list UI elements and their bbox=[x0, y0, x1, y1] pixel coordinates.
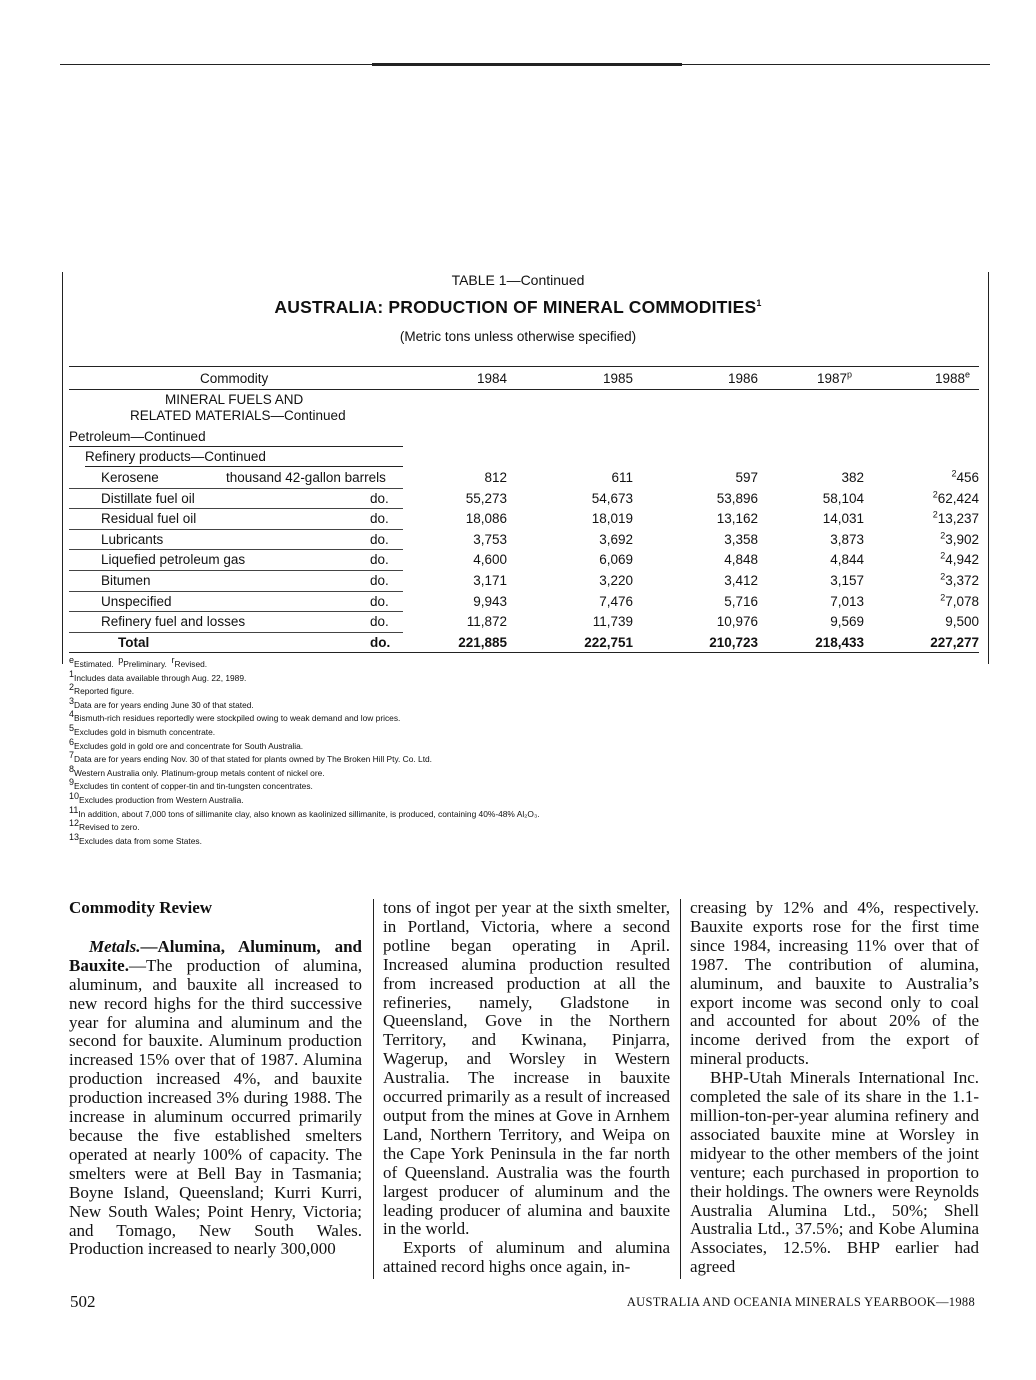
header-top-rule bbox=[69, 366, 979, 367]
row-value-1984: 18,086 bbox=[465, 511, 507, 527]
row-unit: do. bbox=[370, 531, 389, 547]
row-rule bbox=[69, 549, 403, 550]
footnote-mark: 12 bbox=[69, 818, 80, 829]
row-value-1988-note: 2 bbox=[932, 509, 938, 520]
footnote-text: Western Australia only. Platinum-group metals content of nickel ore. bbox=[74, 767, 325, 778]
footnote-item bbox=[69, 723, 540, 740]
row-unit: do. bbox=[370, 490, 389, 506]
row-name: Kerosene bbox=[101, 470, 159, 485]
footnote-mark: r bbox=[171, 655, 175, 666]
row-value-1985: 11,739 bbox=[592, 614, 633, 630]
row-value-1988-note: 2 bbox=[940, 571, 946, 582]
row-value-1988-text: 3,372 bbox=[945, 573, 979, 588]
row-value-1988 bbox=[900, 491, 979, 506]
row-value-1988-text: 62,424 bbox=[937, 490, 979, 506]
footnote-text: Excludes production from Western Australia. bbox=[79, 794, 244, 805]
table-title-text: AUSTRALIA: PRODUCTION OF MINERAL COMMODITIES bbox=[274, 297, 757, 317]
row-value-1985: 3,692 bbox=[599, 531, 633, 547]
row-value-1984: 4,600 bbox=[473, 552, 507, 568]
group-label: Petroleum—Continued bbox=[69, 429, 206, 444]
footnote-text: Data are for years ending June 30 of that stated. bbox=[74, 699, 254, 710]
footnote-item bbox=[69, 777, 540, 794]
row-value-1986: 3,412 bbox=[724, 573, 758, 588]
running-head: AUSTRALIA AND OCEANIA MINERALS YEARBOOK—1988 bbox=[626, 1295, 975, 1309]
paragraph: creasing by 12% and 4%, respectively. Bauxite exports rose for the first time since 1984, increasing 11% over that of 1987. The contribution of alumina, aluminum, and bauxite to Australia’s export income was second only to coal and accounted for about 20% of the income derived from the export of mineral products. bbox=[690, 898, 979, 1069]
row-value-1986: 13,162 bbox=[716, 511, 758, 527]
row-unit: do. bbox=[370, 614, 389, 630]
footnote-mark: e bbox=[69, 655, 75, 666]
top-rule-thick bbox=[372, 63, 682, 66]
row-rule bbox=[69, 488, 403, 489]
header-1988-text: 1988 bbox=[935, 371, 966, 386]
row-value-1988 bbox=[900, 552, 979, 567]
column-rule-1 bbox=[373, 899, 374, 1279]
table-caption: TABLE 1—Continued bbox=[451, 272, 585, 288]
footnote-text: Excludes tin content of copper-tin and tin-tungsten concentrates. bbox=[74, 781, 313, 792]
footnote-text: Reported figure. bbox=[74, 686, 135, 697]
footnote-text: Excludes gold in gold ore and concentrate for South Australia. bbox=[74, 740, 304, 751]
footnote-mark: 7 bbox=[69, 750, 75, 761]
footnote-item bbox=[69, 791, 540, 808]
row-value-1988-note: 2 bbox=[951, 468, 957, 479]
header-1986: 1986 bbox=[727, 371, 758, 386]
row-value-1988-note: 2 bbox=[932, 489, 938, 500]
footnote-text: Estimated. bbox=[74, 659, 114, 669]
footnote-text: In addition, about 7,000 tons of sillimanite clay, also known as kaolinized sillimanite, is produced, containing 40%-48% Al₂O₃. bbox=[78, 808, 540, 819]
row-value-1985: 7,476 bbox=[599, 593, 633, 609]
table-title bbox=[0, 297, 1036, 318]
row-value-1986: 597 bbox=[735, 470, 758, 485]
row-value-1984: 3,171 bbox=[473, 573, 507, 588]
row-value-1985: 18,019 bbox=[591, 511, 633, 527]
row-value-1987: 7,013 bbox=[830, 593, 864, 609]
header-1987 bbox=[817, 371, 852, 386]
row-unit: thousand 42-gallon barrels bbox=[226, 470, 386, 485]
subheading-alumina: —Alumina, Aluminum, and Bauxite. bbox=[69, 936, 362, 975]
footnote-text: Data are for years ending Nov. 30 of that stated for plants owned by The Broken Hill Pty. Co. Ltd. bbox=[74, 754, 433, 765]
review-heading: Commodity Review bbox=[69, 898, 213, 917]
row-unit: do. bbox=[370, 511, 389, 527]
column-rule-2 bbox=[680, 899, 681, 1279]
footnote-text: Includes data available through Aug. 22, 1989. bbox=[74, 672, 247, 683]
row-value-1987: 58,104 bbox=[822, 490, 864, 506]
footnote-item bbox=[69, 831, 540, 849]
row-unit: do. bbox=[370, 593, 389, 609]
footnote-mark: p bbox=[118, 655, 124, 666]
row-value-1988-text: 3,902 bbox=[945, 531, 979, 547]
row-value-1987: 14,031 bbox=[822, 511, 864, 527]
page-number: 502 bbox=[70, 1292, 96, 1311]
row-value-1987: 3,873 bbox=[830, 531, 864, 547]
group-rule bbox=[69, 446, 403, 447]
row-value-1985: 3,220 bbox=[599, 573, 633, 588]
footnote-text: Excludes gold in bismuth concentrate. bbox=[74, 726, 216, 737]
row-value-1986: 10,976 bbox=[716, 614, 758, 630]
row-value-1985: 54,673 bbox=[591, 490, 633, 506]
row-value-1984: 221,885 bbox=[458, 634, 507, 650]
footnote-mark: 1 bbox=[69, 668, 75, 679]
body-column-3 bbox=[690, 899, 979, 1277]
row-value-1987: 4,844 bbox=[830, 552, 864, 568]
footnote-list bbox=[69, 668, 540, 849]
row-value-1988 bbox=[900, 635, 979, 650]
row-rule bbox=[69, 611, 403, 612]
footnote-item bbox=[69, 682, 540, 699]
subgroup-label: Refinery products—Continued bbox=[85, 449, 266, 464]
footnote-item bbox=[69, 736, 540, 754]
footnote-mark: 8 bbox=[69, 763, 75, 774]
footnote-mark: 9 bbox=[69, 777, 75, 788]
row-value-1987: 9,569 bbox=[830, 614, 864, 630]
row-name: Unspecified bbox=[101, 593, 172, 609]
row-value-1984: 3,753 bbox=[473, 531, 507, 547]
header-1987-mark: p bbox=[847, 369, 853, 380]
paragraph-text: —The production of alumina, aluminum, and bauxite all increased to new record highs for the third successive year for alumina and aluminum and the second for bauxite. Aluminum production increased 15% over that of 1987. Alumina production increased 4%, and bauxite production increased 3% during 1988. The increase in aluminum occurred primarily because the five established smelters operated at nearly 100% of capacity. The smelters were at Bell Bay in Tasmania; Boyne Island, Queensland; Kurri Kurri, New South Wales; Point Henry, Victoria; and Tomago, New South Wales. Production increased to nearly 300,000 bbox=[69, 955, 362, 1259]
row-value-1985: 611 bbox=[611, 470, 633, 485]
row-value-1988 bbox=[900, 573, 979, 588]
section-label-line2: RELATED MATERIALS—Continued bbox=[130, 408, 346, 423]
table-subtitle: (Metric tons unless otherwise specified) bbox=[399, 329, 637, 344]
row-value-1986: 210,723 bbox=[709, 634, 758, 650]
row-unit: do. bbox=[370, 573, 389, 588]
footnote-mark: 11 bbox=[69, 804, 79, 815]
row-value-1987: 218,433 bbox=[815, 634, 864, 650]
row-value-1986: 5,716 bbox=[724, 593, 758, 609]
subgroup-rule bbox=[85, 466, 403, 467]
footnote-text: Preliminary. bbox=[123, 659, 167, 669]
footnote-text: Revised to zero. bbox=[79, 822, 140, 833]
header-bottom-rule bbox=[69, 389, 979, 390]
footnote-mark: 5 bbox=[69, 723, 75, 734]
header-1987-text: 1987 bbox=[817, 371, 848, 386]
header-1988 bbox=[935, 371, 970, 386]
row-name: Refinery fuel and losses bbox=[101, 614, 246, 630]
row-rule bbox=[69, 591, 403, 592]
footnote-mark: 4 bbox=[69, 709, 75, 720]
row-name: Liquefied petroleum gas bbox=[101, 552, 246, 568]
footnote-mark: 10 bbox=[69, 791, 80, 802]
row-rule bbox=[69, 570, 403, 571]
row-value-1987: 3,157 bbox=[830, 573, 864, 588]
row-value-1988 bbox=[900, 532, 979, 547]
header-1985: 1985 bbox=[602, 371, 633, 386]
row-value-1988 bbox=[900, 614, 979, 629]
row-value-1987: 382 bbox=[841, 470, 864, 485]
row-value-1985: 222,751 bbox=[584, 634, 633, 650]
footnote-item bbox=[69, 763, 540, 781]
row-value-1988-text: 13,237 bbox=[937, 511, 979, 527]
footnote-item bbox=[69, 804, 540, 822]
row-value-1986: 3,358 bbox=[724, 531, 758, 547]
footnotes bbox=[69, 655, 540, 848]
footnote-item bbox=[69, 818, 540, 835]
footnote-text: Revised. bbox=[174, 659, 208, 669]
row-value-1988-text: 9,500 bbox=[945, 614, 979, 630]
footnote-item bbox=[69, 750, 540, 767]
header-commodity: Commodity bbox=[200, 371, 269, 386]
row-rule bbox=[69, 508, 403, 509]
row-value-1988 bbox=[900, 594, 979, 609]
alumina-paragraph bbox=[69, 938, 362, 1259]
body-column-1 bbox=[69, 899, 362, 1259]
row-value-1984: 11,872 bbox=[466, 614, 507, 630]
paragraph: tons of ingot per year at the sixth smelter, in Portland, Victoria, where a second potline began operating in April. Increased alumina production resulted from increased production at all the refineries, namely, Gladstone in Queensland, Gove in the Northern Territory, and Kwinana, Pinjarra, Wagerup, and Worsley in Western Australia. The increase in bauxite occurred primarily as a result of increased output from the mines at Gove in Arnhem Land, Northern Territory, and Weipa on the Cape York Peninsula in the far north of Queensland. Australia was the fourth largest producer of aluminum and the leading producer of alumina and bauxite in the world. bbox=[383, 898, 670, 1239]
paragraph: BHP-Utah Minerals International Inc. completed the sale of its share in the 1.1-million-ton-per-year alumina refinery and associated bauxite mine at Worsley in midyear to the other members of the joint venture; each purchased in proportion to their holdings. The owners were Reynolds Australia Alumina Ltd., 50%; Shell Australia Ltd., 37.5%; and Kobe Alumina Associates, 12.5%. BHP earlier had agreed bbox=[690, 1068, 979, 1277]
row-value-1988-note: 2 bbox=[940, 530, 946, 541]
row-unit: do. bbox=[370, 552, 389, 568]
section-label-line1: MINERAL FUELS AND bbox=[165, 392, 304, 407]
row-value-1988-note: 2 bbox=[940, 550, 946, 561]
row-name: Bitumen bbox=[101, 573, 151, 588]
footnote-legend bbox=[69, 655, 540, 672]
row-value-1988-note: 2 bbox=[940, 592, 946, 603]
row-name: Lubricants bbox=[101, 531, 164, 547]
row-value-1985: 6,069 bbox=[599, 552, 633, 568]
paragraph: Exports of aluminum and alumina attained record highs once again, in- bbox=[383, 1238, 670, 1277]
row-rule bbox=[69, 529, 403, 530]
footnote-mark: 6 bbox=[69, 736, 75, 747]
row-name: Residual fuel oil bbox=[101, 511, 197, 527]
footnote-item bbox=[69, 709, 540, 726]
subheading-metals: Metals. bbox=[89, 936, 141, 956]
row-value-1988-text: 7,078 bbox=[945, 593, 979, 609]
footnote-item bbox=[69, 695, 540, 713]
header-1988-mark: e bbox=[965, 369, 971, 380]
row-value-1986: 4,848 bbox=[724, 552, 758, 568]
footnote-text: Excludes data from some States. bbox=[79, 835, 202, 846]
row-name: Distillate fuel oil bbox=[101, 490, 195, 506]
footnote-mark: 13 bbox=[69, 831, 80, 842]
table-bottom-rule bbox=[69, 652, 979, 653]
row-value-1984: 9,943 bbox=[473, 593, 507, 609]
row-value-1988-text: 227,277 bbox=[930, 634, 979, 650]
table-title-note: 1 bbox=[756, 298, 762, 309]
row-unit: do. bbox=[370, 634, 391, 650]
row-name: Total bbox=[118, 634, 150, 650]
row-value-1988-text: 456 bbox=[956, 470, 979, 485]
row-value-1986: 53,896 bbox=[716, 490, 758, 506]
footnote-mark: 3 bbox=[69, 695, 75, 706]
row-value-1984: 812 bbox=[484, 470, 507, 485]
footnote-text: Bismuth-rich residues reportedly were stockpiled owing to weak demand and low prices. bbox=[74, 713, 401, 724]
row-value-1988 bbox=[900, 470, 979, 485]
row-value-1984: 55,273 bbox=[465, 490, 507, 506]
row-value-1988-text: 4,942 bbox=[945, 552, 979, 568]
row-value-1988 bbox=[900, 511, 979, 526]
header-1984: 1984 bbox=[476, 371, 507, 386]
footnote-item bbox=[69, 668, 540, 686]
row-rule bbox=[69, 632, 403, 633]
footnote-mark: 2 bbox=[69, 682, 75, 693]
body-column-2 bbox=[383, 899, 670, 1277]
